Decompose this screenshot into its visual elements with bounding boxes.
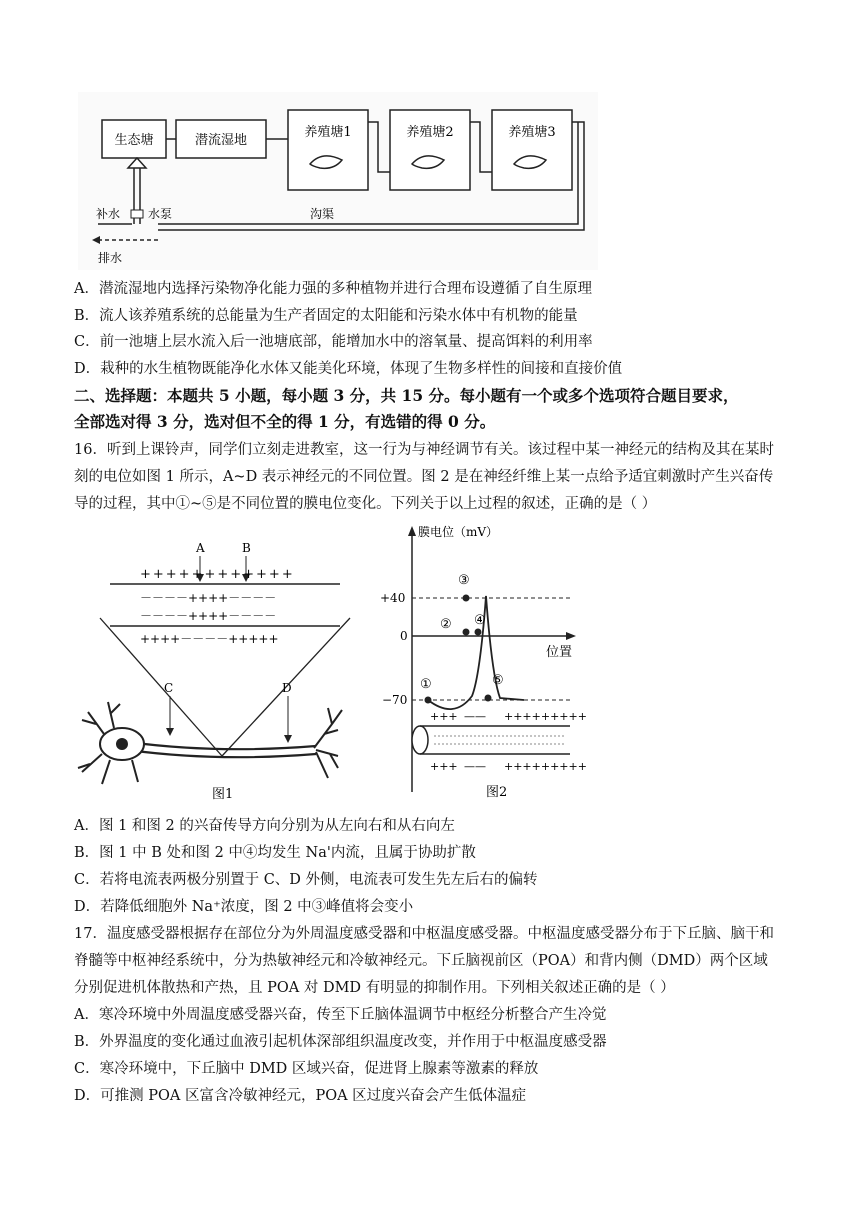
label-eco-pond: 生态塘 [114,133,154,148]
ecosystem-figure [78,92,598,270]
charge-row-3: －－－－++++－－－－ [140,609,277,623]
fig2-caption: 图2 [486,785,508,800]
fiber-top-right: +++++++++ [504,710,587,723]
section2-heading-line1: 二、选择题：本题共 5 小题，每小题 3 分，共 15 分。每小题有一个或多个选项符合题目要求， [74,386,739,405]
box-pond3 [492,110,572,190]
fig2-ylabel: 膜电位（mV） [418,525,499,539]
box-pond2 [390,110,470,190]
point-5: ⑤ [492,673,504,688]
q17-option-c: C．寒冷环境中，下丘脑中 DMD 区域兴奋，促进肾上腺素等激素的释放 [74,1061,539,1077]
q15-option-a: A．潜流湿地内选择污染物净化能力强的多种植物并进行合理布设遵循了自生原理 [74,281,592,297]
q15-option-b: B．流人该养殖系统的总能量为生产者固定的太阳能和污染水体中有机物的能量 [74,308,578,324]
charge-row-1: ++++++++++++ [140,567,295,582]
point-3: ③ [458,573,470,588]
q17-stem-line2: 脊髓等中枢神经系统中，分为热敏神经元和冷敏神经元。下丘脑视前区（POA）和背内侧（DMD）两个区域 [74,953,768,969]
fiber-top-left: +++ [430,710,458,723]
q16-option-d: D．若降低细胞外 Na⁺浓度，图 2 中③峰值将会变小 [74,899,414,915]
fiber-bottom-mid: —— [464,760,486,773]
label-pond1: 养殖塘1 [304,125,352,140]
label-b: B [242,541,251,555]
box-pond1 [288,110,368,190]
fiber-top-mid: —— [464,710,486,723]
q16-stem-line3: 导的过程，其中①~⑤是不同位置的膜电位变化。下列关于以上过程的叙述，正确的是（ ） [74,496,657,512]
fiber-bottom-right: +++++++++ [504,760,587,773]
q17-option-d: D．可推测 POA 区富含冷敏神经元，POA 区过度兴奋会产生低体温症 [74,1088,527,1104]
label-d: D [282,681,292,695]
point-4: ④ [474,613,486,628]
label-pond2: 养殖塘2 [406,125,454,140]
label-wetland: 潜流湿地 [194,133,248,148]
q16-stem-line2: 刻的电位如图 1 所示，A~D 表示神经元的不同位置。图 2 是在神经纤维上某一点给予适宜刺激时产生兴奋传 [74,469,774,485]
tick-0: 0 [400,629,408,643]
point-1: ① [420,677,432,692]
q15-option-d: D．栽种的水生植物既能净化水体又能美化环境，体现了生物多样性的间接和直接价值 [74,361,623,377]
fig2-xlabel: 位置 [546,645,573,660]
label-a: A [196,541,205,555]
charge-row-2: －－－－++++－－－－ [140,591,277,605]
potential-figure [374,520,594,810]
label-canal: 沟渠 [310,207,335,221]
tick-40: +40 [380,591,406,605]
fiber-bottom-left: +++ [430,760,458,773]
neuron-figure [70,528,370,808]
q16-option-b: B．图 1 中 B 处和图 2 中④均发生 Na'内流，且属于协助扩散 [74,845,476,861]
q17-option-a: A．寒冷环境中外周温度感受器兴奋，传至下丘脑体温调节中枢经分析整合产生冷觉 [74,1007,607,1023]
label-pump: 水泵 [148,207,173,221]
label-drain: 排水 [98,251,123,265]
q16-option-c: C．若将电流表两极分别置于 C、D 外侧，电流表可发生先左后右的偏转 [74,872,538,888]
charge-row-4: ++++－－－－+++++ [140,632,279,646]
point-2: ② [440,617,452,632]
tick-minus70: −70 [382,693,408,707]
fig1-caption: 图1 [212,787,234,802]
q17-stem-line1: 17．温度感受器根据存在部位分为外周温度感受器和中枢温度感受器。中枢温度感受器分布于下丘脑、脑干和 [74,926,774,942]
q15-option-c: C．前一池塘上层水流入后一池塘底部，能增加水中的溶氧量、提高饵料的利用率 [74,334,593,350]
q16-stem-line1: 16．听到上课铃声，同学们立刻走进教室，这一行为与神经调节有关。该过程中某一神经元的结构及其在某时 [74,442,774,458]
q17-stem-line3: 分别促进机体散热和产热，且 POA 对 DMD 有明显的抑制作用。下列相关叙述正确的是（ ） [74,980,675,996]
label-c: C [164,681,174,695]
q17-option-b: B．外界温度的变化通过血液引起机体深部组织温度改变，并作用于中枢温度感受器 [74,1034,607,1050]
q16-option-a: A．图 1 和图 2 的兴奋传导方向分别为从左向右和从右向左 [74,818,455,834]
section2-heading-line2: 全部选对得 3 分，选对但不全的得 1 分，有选错的得 0 分。 [74,412,496,431]
label-supply: 补水 [96,207,121,221]
label-pond3: 养殖塘3 [508,125,556,140]
